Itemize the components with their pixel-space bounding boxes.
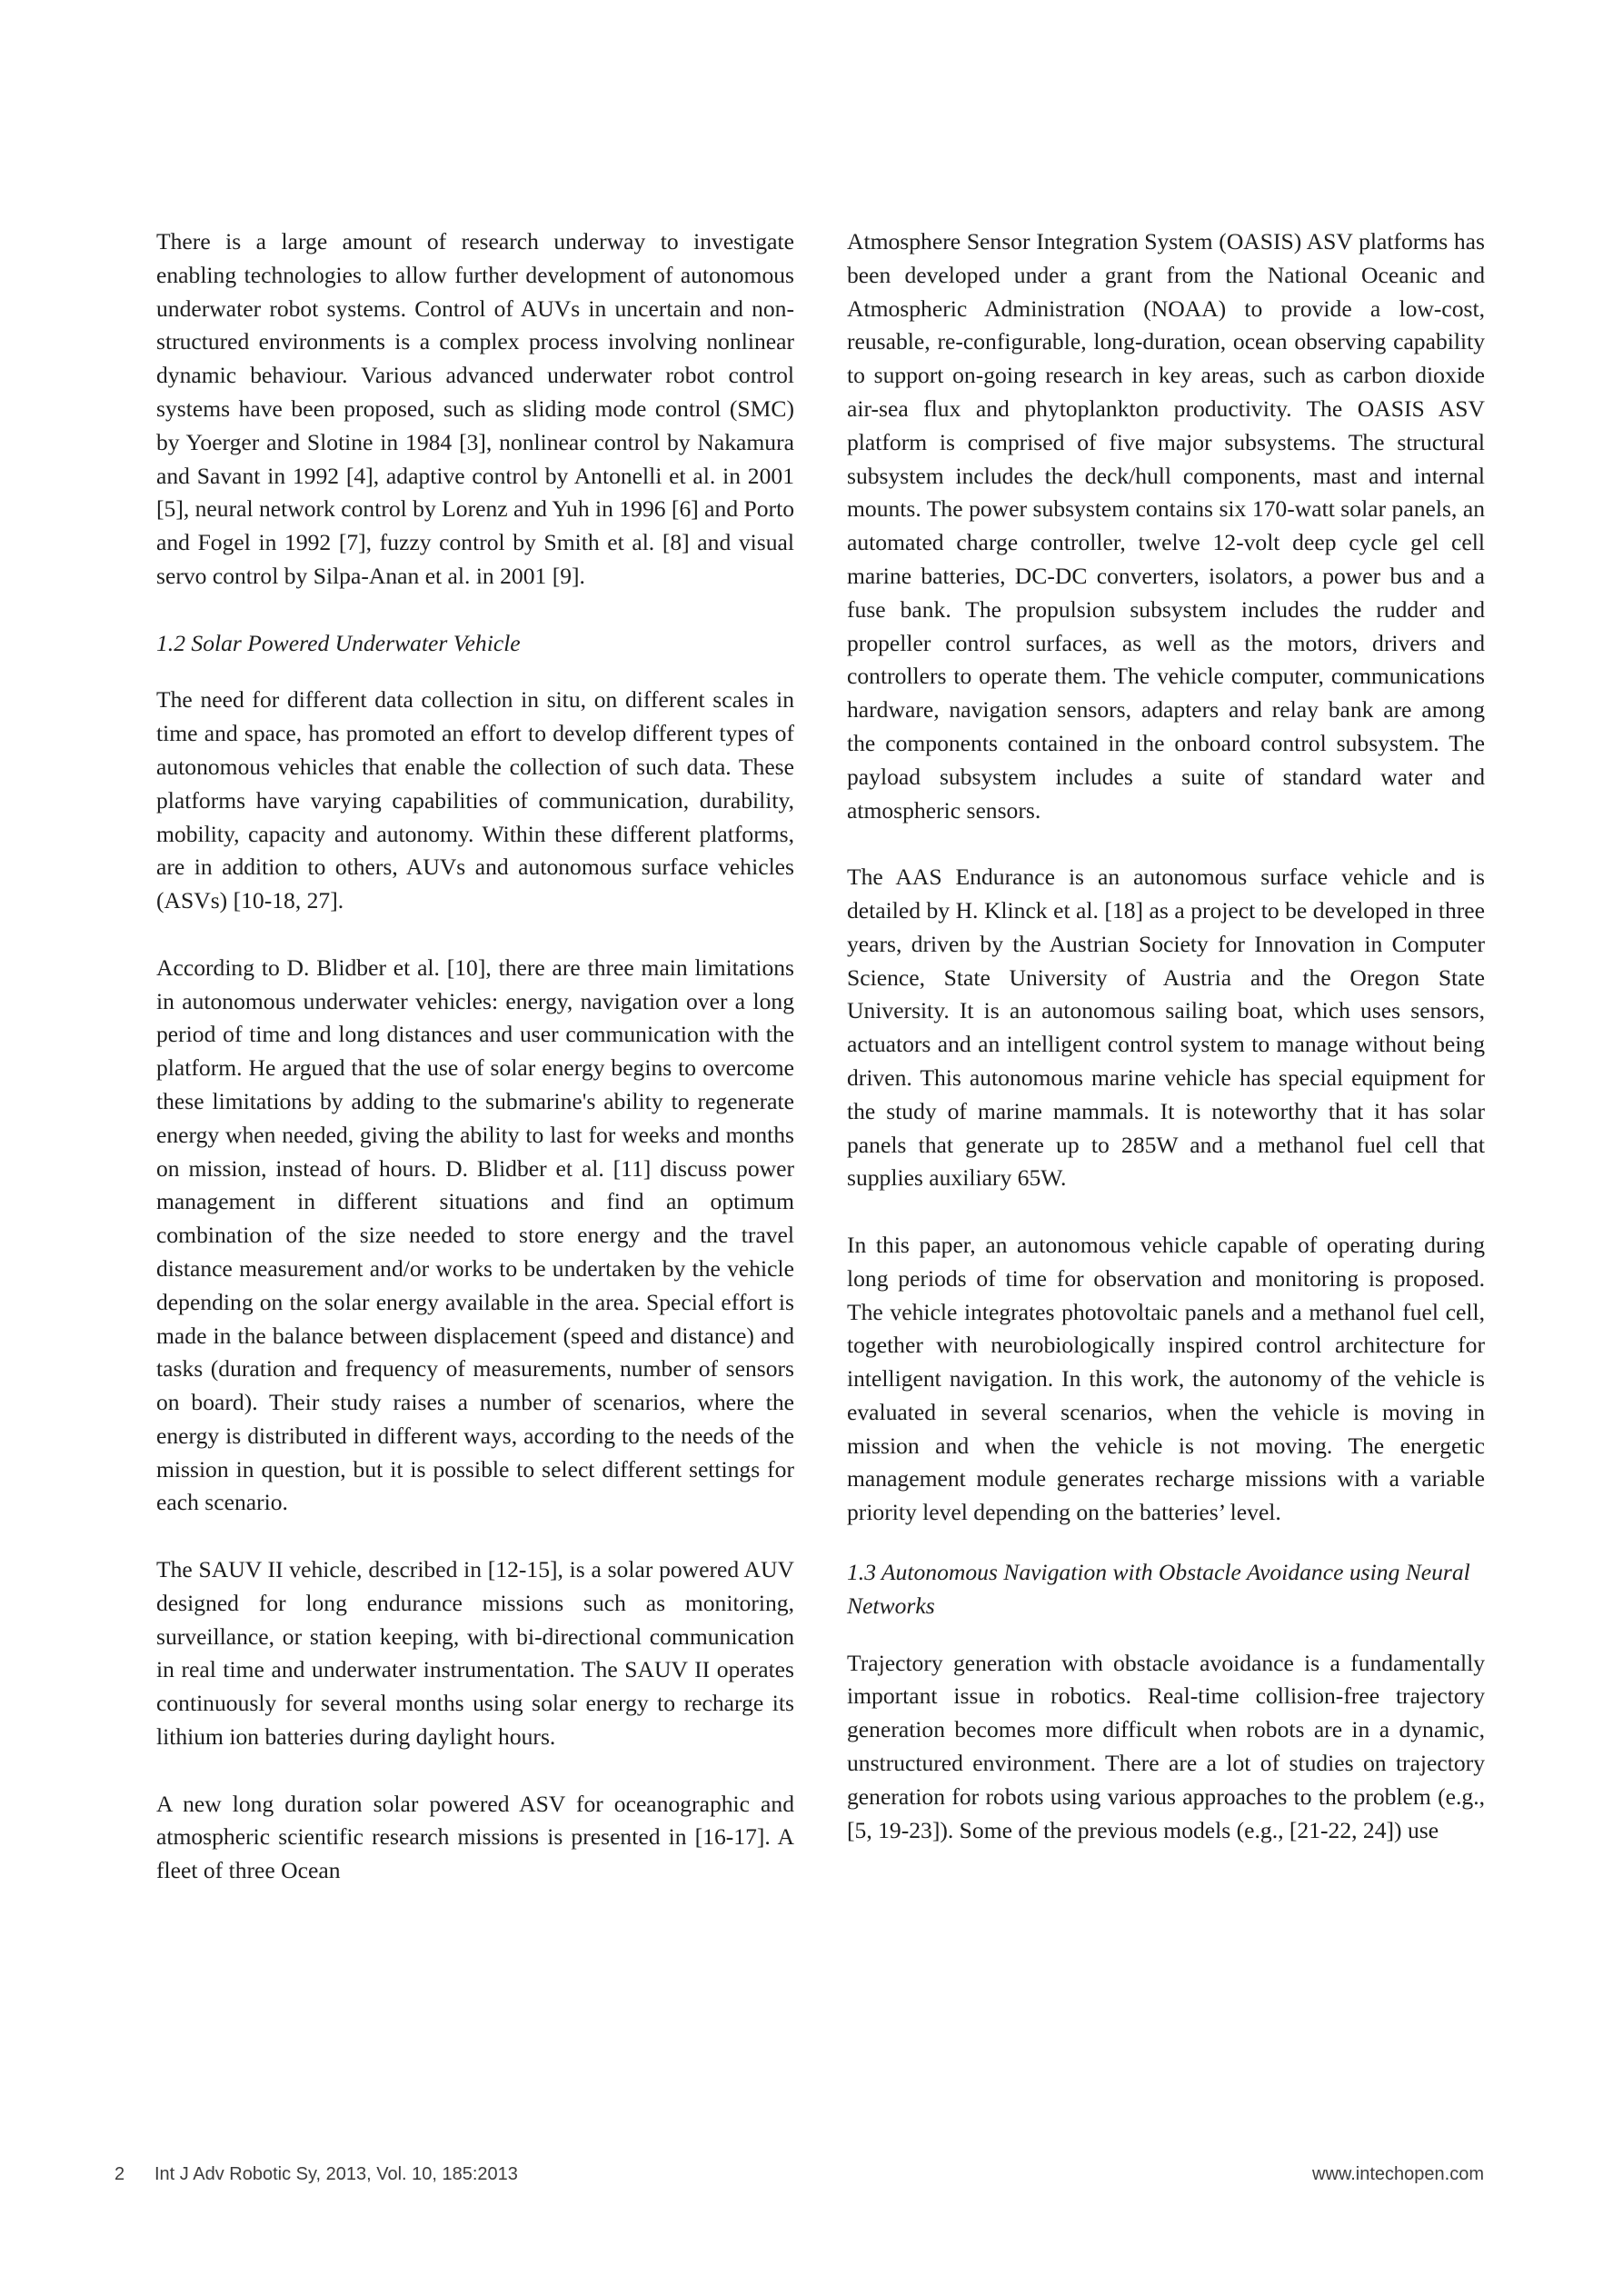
section-heading-1-2: 1.2 Solar Powered Underwater Vehicle	[156, 629, 521, 656]
paragraph-intro-control: There is a large amount of research underway to investigate enabling technologies to allow further development of autonomous underwater robot systems. Control of AUVs in uncertain and non-structured environments is a complex process involving nonlinear dynamic behaviour. Various advanced underwater robot control systems have been proposed, such as sliding mode control (SMC) by Yoerger and Slotine in 1984 [3], nonlinear control by Nakamura and Savant in 1992 [4], adaptive control by Antonelli et al. in 2001 [5], neural network control by Lorenz and Yuh in 1996 [6] and Porto and Fogel in 1992 [7], fuzzy control by Smith et al. [8] and visual servo control by Silpa-Anan et al. in 2001 [9].	[156, 228, 794, 589]
right-column	[847, 225, 1485, 1881]
left-column	[156, 225, 794, 1922]
paragraph-sauv-ii: The SAUV II vehicle, described in [12-15], is a solar powered AUV designed for long endurance missions such as monitoring, surveillance, or station keeping, with bi-directional communication in real time and underwater instrumentation. The SAUV II operates continuously for several months using solar energy to recharge its lithium ion batteries during daylight hours.	[156, 1556, 794, 1751]
journal-citation: Int J Adv Robotic Sy, 2013, Vol. 10, 185:2013	[154, 2164, 518, 2184]
paragraph-solar-asv: A new long duration solar powered ASV for oceanographic and atmospheric scientific research missions is presented in [16-17]. A fleet of three Ocean	[156, 1790, 794, 1884]
paragraph-trajectory: Trajectory generation with obstacle avoidance is a fundamentally important issue in robotics. Real-time collision-free trajectory generation becomes more difficult when robots are in a dynamic, unstructured environment. There are a lot of studies on trajectory generation for robots using various approaches to the problem (e.g., [5, 19-23]). Some of the previous models (e.g., [21-22, 24]) use	[847, 1649, 1485, 1843]
paragraph-this-paper: In this paper, an autonomous vehicle capable of operating during long periods of time for observation and monitoring is proposed. The vehicle integrates photovoltaic panels and a methanol fuel cell, together with neurobiologically inspired control architecture for intelligent navigation. In this work, the autonomy of the vehicle is evaluated in several scenarios, when the vehicle is moving in mission and when the vehicle is not moving. The energetic management module generates recharge missions with a variable priority level depending on the batteries’ level.	[847, 1231, 1485, 1526]
paragraph-oasis: Atmosphere Sensor Integration System (OASIS) ASV platforms has been developed under a grant from the National Oceanic and Atmospheric Administration (NOAA) to provide a low-cost, reusable, re-configurable, long-duration, ocean observing capability to support on-going research in key areas, such as carbon dioxide air-sea flux and phytoplankton productivity. The OASIS ASV platform is comprised of five major subsystems. The structural subsystem includes the deck/hull components, mast and internal mounts. The power subsystem contains six 170-watt solar panels, an automated charge controller, twelve 12-volt deep cycle gel cell marine batteries, DC-DC converters, isolators, a power bus and a fuse bank. The propulsion subsystem includes the rudder and propeller control surfaces, as well as the motors, drivers and controllers to operate them. The vehicle computer, communications hardware, navigation sensors, adapters and relay bank are among the components contained in the onboard control subsystem. The payload subsystem includes a suite of standard water and atmospheric sensors.	[847, 228, 1485, 824]
paragraph-blidber: According to D. Blidber et al. [10], there are three main limitations in autonomous underwater vehicles: energy, navigation over a long period of time and long distances and user communication with the platform. He argued that the use of solar energy begins to overcome these limitations by adding to the submarine's ability to regenerate energy when needed, giving the ability to last for weeks and months on mission, instead of hours. D. Blidber et al. [11] discuss power management in different situations and find an optimum combination of the size needed to store energy and the travel distance measurement and/or works to be undertaken by the vehicle depending on the solar energy available in the area. Special effort is made in the balance between displacement (speed and distance) and tasks (duration and frequency of measurements, number of sensors on board). Their study raises a number of scenarios, where the energy is distributed in different ways, according to the needs of the mission in question, but it is possible to select different settings for each scenario.	[156, 953, 794, 1516]
paragraph-aas-endurance: The AAS Endurance is an autonomous surface vehicle and is detailed by H. Klinck et al. [18] as a project to be developed in three years, driven by the Austrian Society for Innovation in Computer Science, State University of Austria and the Oregon State University. It is an autonomous sailing boat, which uses sensors, actuators and an intelligent control system to manage without being driven. This autonomous marine vehicle has special equipment for the study of marine mammals. It is noteworthy that it has solar panels that generate up to 285W and a methanol fuel cell that supplies auxiliary 65W.	[847, 863, 1485, 1192]
paragraph-data-collection: The need for different data collection in situ, on different scales in time and space, has promoted an effort to develop different types of autonomous vehicles that enable the collection of such data. These platforms have varying capabilities of communication, durability, mobility, capacity and autonomy. Within these different platforms, are in addition to others, AUVs and autonomous surface vehicles (ASVs) [10-18, 27].	[156, 686, 794, 914]
section-heading-1-3: 1.3 Autonomous Navigation with Obstacle Avoidance using Neural Networks	[847, 1559, 1470, 1619]
publisher-url: www.intechopen.com	[1312, 2164, 1484, 2184]
page-number: 2	[115, 2164, 125, 2184]
page-footer	[0, 2164, 1623, 2201]
